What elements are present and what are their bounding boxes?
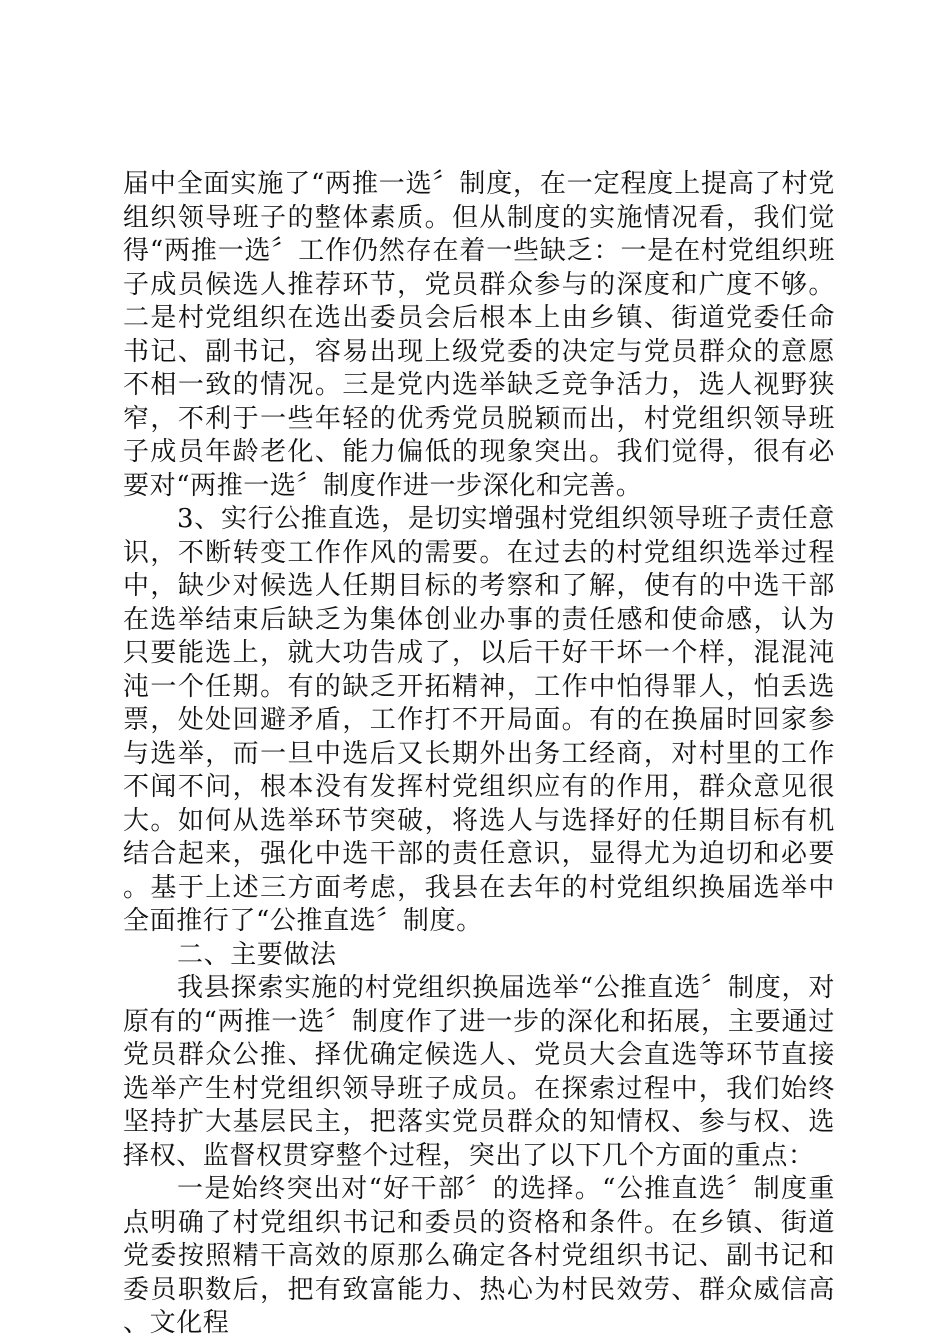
paragraph-continuation: 届中全面实施了“两推一选〞制度，在一定程度上提高了村党组织领导班子的整体素质。但从制度的实施情况看，我们觉得“两推一选〞工作仍然存在着一些缺乏：一是在村党组织班子成员候选人推荐环节，党员群众参与的深度和广度不够。二是村党组织在选出委员会后根本上由乡镇、街道党委任命书记、副书记，容易出现上级党委的决定与党员群众的意愿不相一致的情况。三是党内选举缺乏竞争活力，选人视野狭窄，不利于一些年轻的优秀党员脱颖而出，村党组织领导班子成员年龄老化、能力偏低的现象突出。我们觉得，很有必要对“两推一选〞制度作进一步深化和完善。 bbox=[123, 169, 835, 501]
paragraph-practices-intro: 我县探索实施的村党组织换届选举“公推直选〞制度，对原有的“两推一选〞制度作了进一步的深化和拓展，主要通过党员群众公推、择优确定候选人、党员大会直选等环节直接选举产生村党组织领导班子成员。在探索过程中，我们始终坚持扩大基层民主，把落实党员群众的知情权、参与权、选择权、监督权贯穿整个过程，突出了以下几个方面的重点： bbox=[123, 973, 835, 1171]
paragraph-point-3: 3、实行公推直选，是切实增强村党组织领导班子责任意识，不断转变工作作风的需要。在过去的村党组织选举过程中，缺少对候选人任期目标的考察和了解，使有的中选干部在选举结束后缺乏为集体创业办事的责任感和使命感，认为只要能选上，就大功告成了，以后干好干坏一个样，混混沌沌一个任期。有的缺乏开拓精神，工作中怕得罪人，怕丢选票，处处回避矛盾，工作打不开局面。有的在换届时回家参与选举，而一旦中选后又长期外出务工经商，对村里的工作不闻不问，根本没有发挥村党组织应有的作用，群众意见很大。如何从选举环节突破，将选人与选择好的任期目标有机结合起来，强化中选干部的责任意识，显得尤为迫切和必要。基于上述三方面考虑，我县在去年的村党组织换届选举中全面推行了“公推直选〞制度。 bbox=[123, 504, 835, 936]
section-heading-main-practices: 二、主要做法 bbox=[177, 939, 337, 970]
paragraph-point-one: 一是始终突出对“好干部〞的选择。“公推直选〞制度重点明确了村党组织书记和委员的资格和条件。在乡镇、街道党委按照精干高效的原那么确定各村党组织书记、副书记和委员职数后，把有致富能力、热心为村民效劳、群众威信高、文化程 bbox=[123, 1174, 835, 1338]
document-page bbox=[123, 168, 835, 1341]
